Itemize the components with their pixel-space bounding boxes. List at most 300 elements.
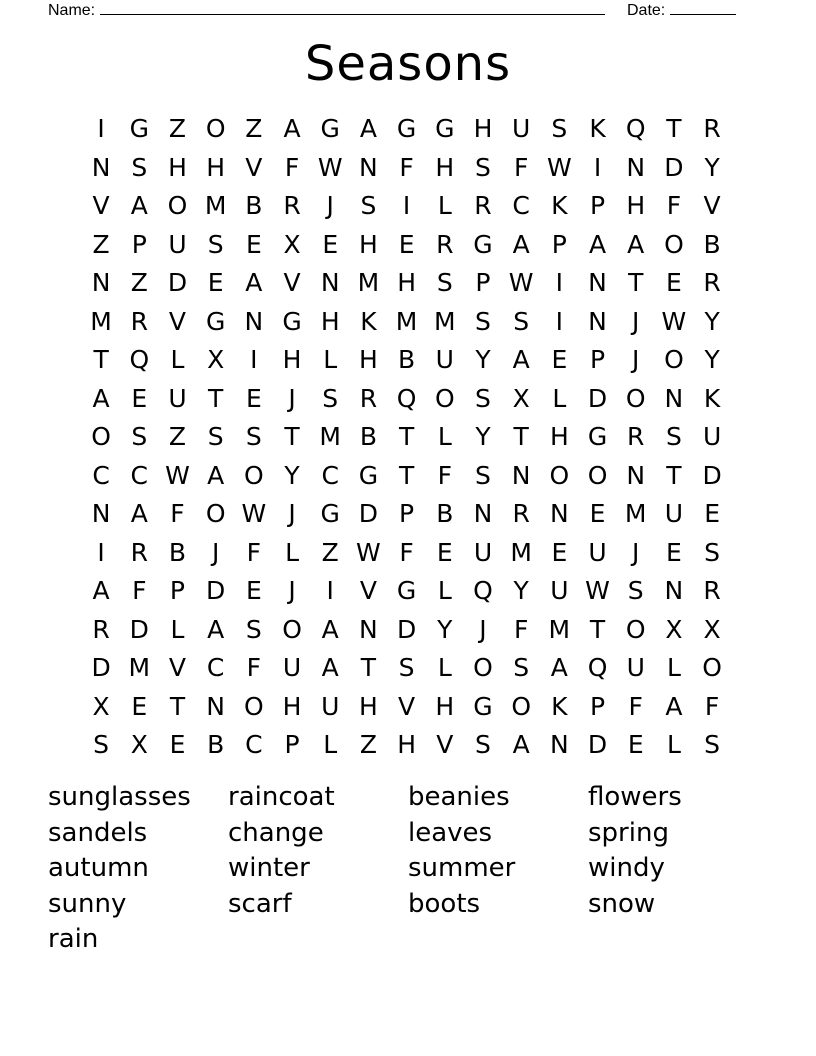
grid-letter: P [475, 268, 491, 297]
grid-letter: D [167, 268, 188, 297]
grid-letter: B [703, 229, 721, 259]
grid-letter: M [357, 268, 380, 297]
grid-letter: E [322, 229, 339, 259]
grid-row [82, 457, 732, 496]
grid-letter: C [130, 460, 149, 490]
grid-letter: H [549, 422, 569, 451]
grid-letter: O [473, 653, 493, 682]
grid-letter: S [398, 653, 415, 682]
grid-letter: H [397, 268, 416, 297]
grid-letter: T [284, 422, 300, 451]
grid-letter: T [666, 460, 682, 490]
grid-letter: C [245, 730, 263, 759]
grid-letter: H [435, 691, 455, 721]
grid-letter: A [321, 614, 339, 644]
grid-letter: D [587, 383, 608, 413]
grid-letter: L [170, 614, 185, 644]
grid-letter: A [245, 268, 263, 297]
grid-letter: R [436, 229, 454, 259]
word-item: change [228, 817, 324, 848]
grid-letter: P [169, 576, 185, 605]
grid-letter: A [512, 345, 530, 374]
grid-letter: T [666, 114, 682, 143]
grid-letter: F [246, 653, 262, 682]
grid-letter: B [245, 191, 263, 220]
grid-letter: T [589, 614, 606, 644]
grid-letter: H [473, 114, 493, 143]
grid-letter: Q [473, 576, 493, 605]
grid-letter: F [628, 691, 643, 721]
grid-letter: K [703, 383, 721, 413]
grid-letter: M [90, 306, 112, 336]
grid-letter: M [624, 499, 647, 528]
grid-letter: W [241, 499, 267, 528]
grid-letter: E [436, 537, 453, 567]
grid-letter: M [128, 653, 151, 682]
grid-letter: H [206, 152, 226, 182]
grid-letter: N [511, 460, 531, 490]
grid-letter: E [666, 537, 682, 567]
grid-letter: R [130, 306, 148, 336]
grid-letter: S [436, 268, 453, 297]
grid-letter: U [588, 537, 607, 567]
grid-letter: U [321, 691, 340, 721]
grid-letter: J [632, 537, 640, 567]
grid-letter: N [549, 499, 569, 528]
grid-letter: R [283, 191, 301, 220]
grid-letter: S [475, 460, 491, 490]
grid-letter: X [703, 614, 721, 644]
grid-letter: R [512, 499, 530, 528]
grid-letter: L [552, 383, 567, 413]
grid-letter: H [282, 345, 302, 374]
grid-letter: O [244, 460, 264, 490]
grid-letter: O [205, 499, 226, 528]
grid-letter: S [627, 576, 644, 605]
word-item: windy [588, 853, 665, 883]
grid-letter: L [437, 191, 452, 220]
grid-letter: G [282, 306, 302, 336]
grid-letter: T [360, 653, 377, 682]
grid-letter: V [703, 191, 721, 220]
grid-letter: J [288, 499, 296, 528]
grid-letter: S [131, 152, 148, 182]
word-item: beanies [408, 782, 510, 812]
grid-letter: O [91, 422, 111, 451]
word-item: spring [588, 817, 669, 848]
grid-letter: Y [437, 614, 453, 644]
grid-letter: U [626, 653, 645, 682]
grid-letter: O [664, 229, 684, 259]
grid-letter: O [282, 614, 302, 644]
grid-letter: V [398, 691, 416, 721]
grid-letter: S [665, 422, 682, 451]
grid-letter: W [165, 460, 190, 490]
grid-letter: A [550, 653, 568, 682]
grid-letter: J [288, 576, 296, 605]
grid-letter: A [130, 191, 148, 220]
grid-letter: Q [129, 345, 150, 374]
grid-letter: M [204, 191, 227, 220]
grid-letter: D [91, 653, 111, 682]
grid-letter: N [359, 152, 378, 182]
grid-letter: N [626, 152, 646, 182]
grid-letter: S [245, 614, 262, 644]
grid-letter: T [93, 345, 109, 374]
grid-letter: I [326, 576, 334, 605]
grid-letter: F [399, 537, 414, 567]
grid-letter: G [320, 114, 340, 143]
grid-letter: B [436, 499, 454, 528]
grid-letter: I [250, 345, 258, 374]
grid-row [82, 534, 732, 573]
grid-letter: N [91, 268, 111, 297]
grid-letter: A [207, 460, 225, 490]
grid-letter: U [702, 422, 722, 451]
grid-letter: P [589, 691, 606, 721]
grid-letter: O [167, 191, 188, 220]
grid-letter: N [473, 499, 493, 528]
word-item: rain [48, 924, 99, 954]
grid-letter: S [513, 653, 530, 682]
grid-letter: G [396, 576, 417, 605]
grid-letter: K [360, 306, 377, 336]
word-item: boots [408, 888, 481, 919]
grid-letter: U [512, 114, 531, 143]
grid-letter: R [703, 576, 721, 605]
grid-letter: B [398, 345, 416, 374]
grid-letter: P [589, 191, 606, 220]
grid-letter: S [475, 383, 491, 413]
grid-letter: S [207, 422, 224, 451]
name-field[interactable] [48, 0, 605, 20]
word-item: sunglasses [48, 782, 191, 812]
grid-letter: T [398, 422, 415, 451]
grid-letter: Y [284, 460, 300, 490]
grid-letter: G [473, 691, 493, 721]
grid-letter: U [664, 499, 684, 528]
grid-letter: J [326, 191, 334, 220]
grid-letter: E [245, 229, 262, 259]
grid-letter: L [666, 730, 681, 759]
grid-letter: G [205, 306, 226, 336]
word-item: scarf [228, 888, 292, 919]
grid-letter: X [207, 345, 225, 374]
grid-letter: A [512, 730, 530, 759]
grid-letter: E [131, 383, 148, 413]
word-item: autumn [48, 853, 149, 883]
grid-letter: L [170, 345, 185, 374]
grid-letter: F [170, 499, 185, 528]
grid-letter: H [397, 730, 416, 759]
grid-letter: E [704, 499, 720, 528]
grid-letter: A [92, 576, 110, 605]
grid-letter: Z [92, 229, 110, 259]
grid-row [82, 495, 732, 534]
grid-letter: Z [168, 114, 187, 143]
grid-letter: R [359, 383, 378, 413]
grid-letter: R [703, 114, 721, 143]
name-underline[interactable] [100, 0, 605, 15]
grid-letter: W [356, 537, 381, 567]
grid-letter: F [284, 152, 300, 182]
grid-letter: B [168, 537, 187, 567]
grid-letter: S [475, 730, 491, 759]
grid-letter: E [627, 730, 644, 759]
grid-letter: S [704, 730, 721, 759]
grid-letter: I [97, 537, 105, 567]
grid-letter: N [91, 499, 111, 528]
grid-letter: I [555, 268, 564, 297]
grid-letter: I [593, 152, 602, 182]
grid-letter: Z [130, 268, 148, 297]
grid-letter: V [92, 191, 110, 220]
grid-letter: E [207, 268, 224, 297]
grid-letter: O [625, 383, 646, 413]
grid-letter: H [168, 152, 187, 182]
grid-letter: G [435, 114, 455, 143]
grid-letter: J [632, 345, 640, 374]
header [48, 0, 748, 20]
grid-letter: S [513, 306, 530, 336]
grid-letter: A [321, 653, 339, 682]
page-title: Seasons [304, 36, 512, 92]
word-item: snow [588, 888, 656, 919]
grid-letter: L [666, 653, 681, 682]
grid-letter: X [665, 614, 683, 644]
grid-letter: M [548, 614, 571, 644]
grid-row [82, 649, 732, 688]
grid-letter: E [245, 576, 262, 605]
grid-letter: B [359, 422, 377, 451]
grid-letter: N [549, 730, 569, 759]
grid-letter: F [399, 152, 414, 182]
grid-letter: G [358, 460, 379, 490]
grid-letter: Z [359, 730, 377, 759]
grid-letter: S [131, 422, 148, 451]
grid-letter: S [207, 229, 224, 259]
grid-letter: H [359, 691, 378, 721]
grid-letter: E [589, 499, 606, 528]
grid-letter: W [661, 306, 687, 336]
grid-letter: W [546, 152, 572, 182]
grid-letter: N [206, 691, 225, 721]
grid-letter: X [283, 229, 301, 259]
grid-letter: E [169, 730, 186, 759]
word-item: winter [228, 853, 310, 883]
grid-letter: U [473, 537, 493, 567]
grid-letter: F [704, 691, 720, 721]
grid-letter: E [398, 229, 415, 259]
grid-row [82, 187, 732, 226]
grid-letter: N [664, 576, 684, 605]
grid-letter: S [245, 422, 262, 451]
grid-letter: U [550, 576, 569, 605]
grid-letter: S [322, 383, 339, 413]
word-item: sandels [48, 817, 148, 848]
grid-letter: N [664, 383, 684, 413]
grid-letter: R [627, 422, 645, 451]
grid-letter: F [513, 152, 529, 182]
grid-letter: L [323, 345, 338, 374]
grid-letter: A [512, 229, 530, 259]
grid-letter: V [283, 268, 301, 297]
grid-letter: S [475, 152, 491, 182]
grid-letter: V [168, 306, 187, 336]
date-label: Date: [627, 2, 666, 19]
grid-letter: R [703, 268, 721, 297]
grid-letter: H [359, 229, 378, 259]
grid-row [82, 303, 732, 342]
grid-letter: A [283, 114, 301, 143]
grid-letter: L [285, 537, 299, 567]
grid-row [82, 264, 732, 303]
grid-letter: R [474, 191, 492, 220]
grid-letter: D [396, 614, 417, 644]
grid-letter: D [702, 460, 722, 490]
grid-letter: E [666, 268, 682, 297]
grid-letter: K [589, 114, 606, 143]
grid-letter: J [632, 306, 640, 336]
grid-row [82, 149, 732, 188]
grid-letter: D [587, 730, 608, 759]
date-underline[interactable] [670, 0, 736, 15]
grid-letter: Y [704, 152, 720, 182]
grid-letter: F [437, 460, 452, 490]
grid-letter: N [626, 460, 646, 490]
grid-letter: O [549, 460, 570, 490]
word-list [48, 780, 768, 958]
grid-letter: Y [704, 345, 720, 374]
grid-letter: P [131, 229, 147, 259]
grid-letter: Z [321, 537, 339, 567]
grid-letter: Z [245, 114, 263, 143]
grid-letter: T [513, 422, 529, 451]
word-item: raincoat [228, 782, 335, 812]
grid-letter: L [437, 653, 452, 682]
grid-letter: B [207, 730, 225, 759]
grid-letter: Z [168, 422, 187, 451]
grid-letter: A [588, 229, 607, 259]
grid-letter: W [585, 576, 610, 605]
word-item: summer [408, 853, 516, 883]
grid-letter: O [244, 691, 264, 721]
grid-letter: J [211, 537, 220, 567]
grid-letter: N [320, 268, 340, 297]
grid-letter: O [625, 614, 646, 644]
grid-letter: Y [475, 422, 491, 451]
grid-letter: I [97, 114, 105, 143]
grid-letter: U [282, 653, 302, 682]
grid-letter: K [551, 691, 568, 721]
grid-letter: G [473, 229, 493, 259]
grid-letter: U [435, 345, 454, 374]
grid-letter: O [702, 653, 722, 682]
grid-letter: A [359, 114, 377, 143]
grid-letter: P [589, 345, 606, 374]
word-item: leaves [408, 817, 493, 848]
grid-letter: F [246, 537, 262, 567]
grid-letter: X [512, 383, 530, 413]
grid-letter: N [588, 306, 607, 336]
grid-letter: O [664, 345, 684, 374]
grid-letter: O [511, 691, 531, 721]
grid-row [82, 341, 732, 380]
grid-letter: A [627, 229, 645, 259]
grid-letter: M [510, 537, 532, 567]
grid-letter: M [433, 306, 456, 336]
grid-letter: L [437, 576, 452, 605]
grid-letter: N [588, 268, 607, 297]
grid-letter: O [205, 114, 226, 143]
grid-letter: G [320, 499, 340, 528]
grid-letter: T [208, 383, 224, 413]
grid-letter: U [168, 229, 187, 259]
date-field[interactable] [627, 0, 736, 20]
grid-row [82, 726, 732, 765]
grid-letter: N [244, 306, 264, 336]
grid-letter: N [359, 614, 378, 644]
grid-letter: V [359, 576, 377, 605]
grid-row [82, 688, 732, 727]
grid-letter: V [245, 152, 263, 182]
grid-letter: Q [625, 114, 646, 143]
grid-letter: Y [475, 345, 491, 374]
grid-letter: D [358, 499, 379, 528]
grid-letter: S [360, 191, 377, 220]
grid-letter: H [282, 691, 302, 721]
letter-grid [82, 110, 732, 765]
grid-letter: X [130, 730, 148, 759]
word-item: flowers [588, 782, 682, 812]
grid-row [82, 110, 732, 149]
grid-letter: X [92, 691, 110, 721]
grid-letter: E [131, 691, 148, 721]
grid-letter: C [512, 191, 530, 220]
grid-letter: R [92, 614, 110, 644]
name-label: Name: [48, 2, 96, 19]
grid-letter: E [245, 383, 262, 413]
grid-letter: N [91, 152, 111, 182]
grid-letter: I [402, 191, 411, 220]
grid-letter: L [437, 422, 452, 451]
grid-letter: J [288, 383, 296, 413]
grid-letter: T [398, 460, 415, 490]
grid-row [82, 572, 732, 611]
grid-letter: T [169, 691, 186, 721]
grid-letter: P [551, 229, 567, 259]
grid-letter: Q [587, 653, 608, 682]
grid-letter: O [587, 460, 608, 490]
grid-letter: Y [704, 306, 720, 336]
grid-letter: A [130, 499, 148, 528]
grid-letter: G [587, 422, 608, 451]
grid-letter: H [359, 345, 378, 374]
grid-letter: A [207, 614, 225, 644]
grid-letter: A [92, 383, 110, 413]
grid-letter: R [130, 537, 148, 567]
grid-letter: K [551, 191, 568, 220]
grid-letter: M [395, 306, 418, 336]
grid-letter: M [319, 422, 341, 451]
grid-letter: S [551, 114, 568, 143]
grid-letter: O [434, 383, 455, 413]
grid-letter: L [323, 730, 338, 759]
grid-letter: C [92, 460, 110, 490]
grid-letter: I [555, 306, 564, 336]
grid-letter: Q [396, 383, 417, 413]
grid-letter: S [475, 306, 491, 336]
